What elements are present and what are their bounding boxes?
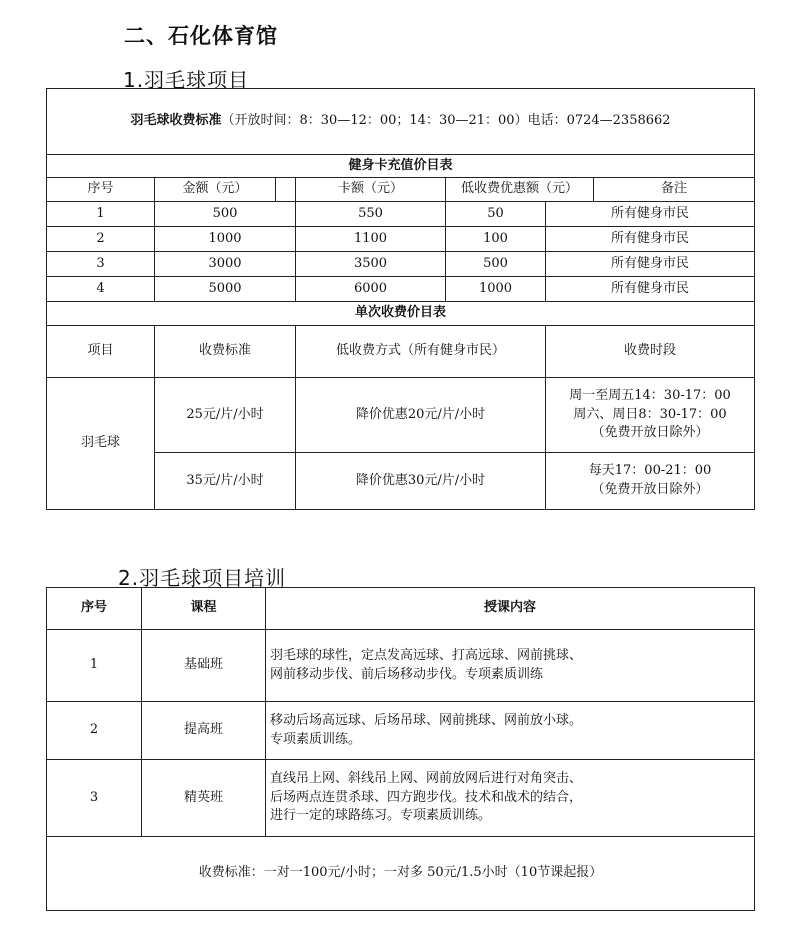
single-header-item: 项目 xyxy=(47,326,155,378)
table-row xyxy=(47,378,755,453)
training-content xyxy=(266,760,755,837)
single-table-header-row xyxy=(47,326,755,378)
training-content xyxy=(266,630,755,702)
card-header-empty xyxy=(276,178,296,202)
single-header-discount: 低收费方式（所有健身市民） xyxy=(296,326,546,378)
card-cell-remark: 所有健身市民 xyxy=(546,227,755,252)
table-row xyxy=(47,277,755,302)
table-row xyxy=(47,227,755,252)
single-period xyxy=(546,453,755,510)
content-line: 后场两点连贯杀球、四方跑步伐。技术和战术的结合， xyxy=(270,789,583,805)
table-row xyxy=(47,760,755,837)
card-cell-no: 4 xyxy=(47,277,155,302)
content-line: 网前移动步伐、前后场移动步伐。专项素质训练 xyxy=(270,666,544,682)
badminton-training-table xyxy=(46,587,755,911)
card-cell-amount: 3000 xyxy=(155,252,296,277)
training-fee-note: 收费标准：一对一100元/小时；一对多 50元/1.5小时（10节课起报） xyxy=(47,837,755,911)
training-course: 精英班 xyxy=(142,760,266,837)
training-header-course: 课程 xyxy=(142,588,266,630)
card-cell-discount: 50 xyxy=(446,202,546,227)
single-header-price: 收费标准 xyxy=(155,326,296,378)
period-line: 周六、周日8：30-17：00 xyxy=(573,406,727,422)
section-title: 二、石化体育馆 xyxy=(124,24,278,48)
badminton-fee-table xyxy=(46,88,755,510)
training-course: 提高班 xyxy=(142,702,266,760)
card-cell-no: 2 xyxy=(47,227,155,252)
card-cell-card-value: 1100 xyxy=(296,227,446,252)
card-cell-discount: 100 xyxy=(446,227,546,252)
content-line: 移动后场高远球、后场吊球、网前挑球、网前放小球。 xyxy=(270,712,583,728)
single-table-title: 单次收费价目表 xyxy=(47,302,755,326)
badminton-training-subtitle: 2.羽毛球项目培训 xyxy=(118,566,287,590)
single-item-badminton: 羽毛球 xyxy=(47,378,155,510)
card-header-no: 序号 xyxy=(47,178,155,202)
training-fee-row xyxy=(47,837,755,911)
content-line: 羽毛球的球性，定点发高远球、打高远球、网前挑球、 xyxy=(270,647,583,663)
single-discount: 降价优惠20元/片/小时 xyxy=(296,378,546,453)
content-line: 进行一定的球路练习。专项素质训练。 xyxy=(270,808,492,824)
training-header-no: 序号 xyxy=(47,588,142,630)
table-row xyxy=(47,630,755,702)
card-cell-amount: 5000 xyxy=(155,277,296,302)
single-discount: 降价优惠30元/片/小时 xyxy=(296,453,546,510)
single-period xyxy=(546,378,755,453)
period-line: （免费开放日除外） xyxy=(591,425,709,441)
period-line: （免费开放日除外） xyxy=(591,482,709,497)
card-table-title-row xyxy=(47,155,755,178)
card-cell-discount: 500 xyxy=(446,252,546,277)
period-line: 每天17：00-21：00 xyxy=(588,463,712,479)
single-price: 25元/片/小时 xyxy=(155,378,296,453)
card-cell-amount: 1000 xyxy=(155,227,296,252)
card-cell-amount: 500 xyxy=(155,202,296,227)
card-header-remark: 备注 xyxy=(594,178,755,202)
training-no: 2 xyxy=(47,702,142,760)
training-no: 3 xyxy=(47,760,142,837)
training-content xyxy=(266,702,755,760)
card-cell-discount: 1000 xyxy=(446,277,546,302)
table-row xyxy=(47,702,755,760)
card-cell-remark: 所有健身市民 xyxy=(546,277,755,302)
badminton-project-subtitle: 1.羽毛球项目 xyxy=(123,68,250,92)
card-cell-remark: 所有健身市民 xyxy=(546,252,755,277)
training-header-row xyxy=(47,588,755,630)
card-cell-card-value: 550 xyxy=(296,202,446,227)
training-course: 基础班 xyxy=(142,630,266,702)
card-header-amount: 金额（元） xyxy=(155,178,276,202)
card-table-header-row xyxy=(47,178,755,202)
fee-info-row xyxy=(47,89,755,155)
card-cell-no: 1 xyxy=(47,202,155,227)
table-row xyxy=(47,202,755,227)
single-table-title-row xyxy=(47,302,755,326)
training-no: 1 xyxy=(47,630,142,702)
single-header-period: 收费时段 xyxy=(546,326,755,378)
card-table-title: 健身卡充值价目表 xyxy=(47,155,755,178)
card-cell-card-value: 3500 xyxy=(296,252,446,277)
content-line: 直线吊上网、斜线吊上网、网前放网后进行对角突击、 xyxy=(270,770,583,786)
single-price: 35元/片/小时 xyxy=(155,453,296,510)
card-cell-card-value: 6000 xyxy=(296,277,446,302)
table-row xyxy=(47,252,755,277)
content-line: 专项素质训练。 xyxy=(270,731,362,747)
training-header-content: 授课内容 xyxy=(266,588,755,630)
card-cell-remark: 所有健身市民 xyxy=(546,202,755,227)
card-cell-no: 3 xyxy=(47,252,155,277)
fee-info-cell xyxy=(47,89,755,155)
period-line: 周一至周五14：30-17：00 xyxy=(569,387,731,403)
fee-standard-label: 羽毛球收费标准 xyxy=(130,113,222,129)
card-header-card-value: 卡额（元） xyxy=(296,178,446,202)
opening-hours-phone: （开放时间：8：30—12：00；14：30—21：00）电话：0724—2358662 xyxy=(221,113,671,129)
card-header-discount: 低收费优惠额（元） xyxy=(446,178,594,202)
